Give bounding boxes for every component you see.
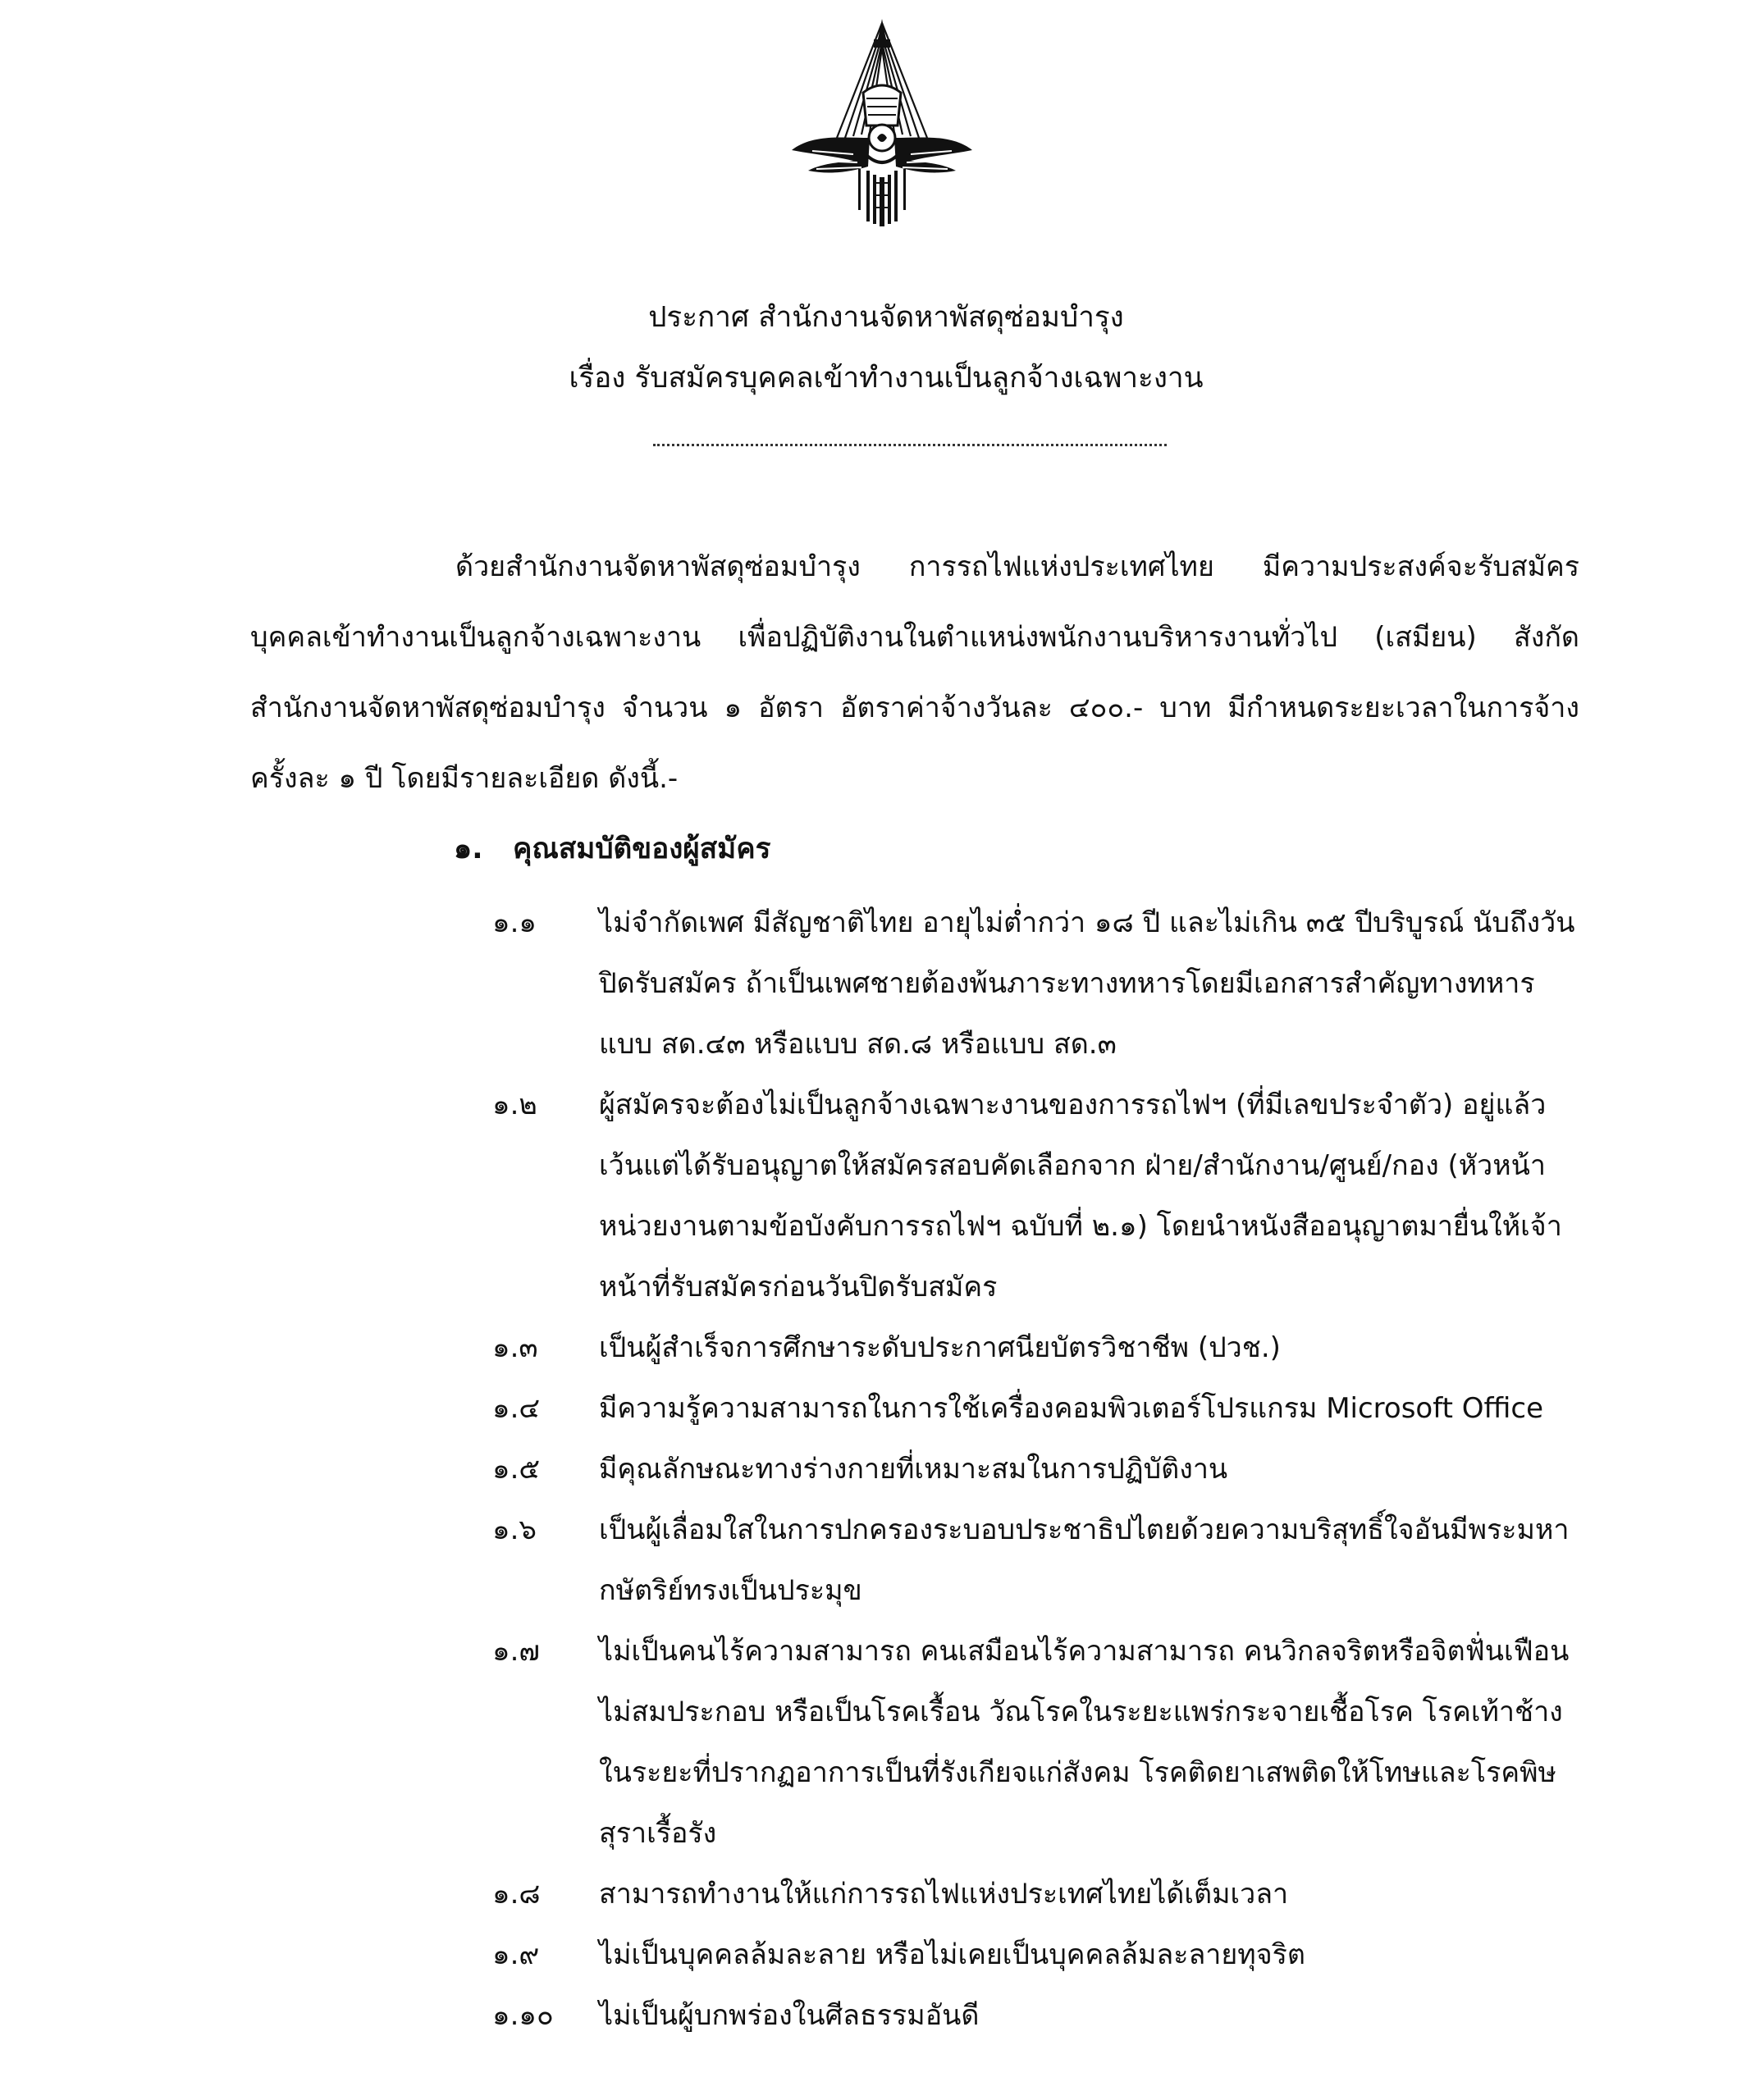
item-text: สามารถทำงานให้แก่การรถไฟแห่งประเทศไทยได้เต็มเวลา	[599, 1878, 1289, 1911]
item-number: ๑.๒	[492, 1089, 537, 1121]
list-item	[492, 1621, 1583, 1864]
list-item	[492, 1378, 1583, 1439]
item-number: ๑.๙	[492, 1938, 540, 1971]
item-text: ไม่เป็นคนไร้ความสามารถ คนเสมือนไร้ความสามารถ คนวิกลจริตหรือจิตฟั่นเฟือนไม่สมประกอบ หรือเป็นโรคเรื้อน วัณโรคในระยะแพร่กระจายเชื้อโรค โรคเท้าช้างในระยะที่ปรากฏอาการเป็นที่รังเกียจแก่สังคม โรคติดยาเสพติดให้โทษและโรคพิษสุราเรื้อรัง	[599, 1635, 1570, 1850]
list-item	[492, 1864, 1583, 1924]
item-number: ๑.๘	[492, 1878, 541, 1911]
list-item	[492, 1075, 1583, 1317]
dotted-separator	[653, 444, 1167, 446]
item-number: ๑.๑	[492, 906, 537, 939]
item-text: ผู้สมัครจะต้องไม่เป็นลูกจ้างเฉพาะงานของการรถไฟฯ (ที่มีเลขประจำตัว) อยู่แล้วเว้นแต่ได้รับอนุญาตให้สมัครสอบคัดเลือกจาก ฝ่าย/สำนักงาน/ศูนย์/กอง (หัวหน้าหน่วยงานตามข้อบังคับการรถไฟฯ ฉบับที่ ๒.๑) โดยนำหนังสืออนุญาตมายื่นให้เจ้าหน้าที่รับสมัครก่อนวันปิดรับสมัคร	[599, 1089, 1562, 1303]
item-number: ๑.๕	[492, 1453, 541, 1486]
item-text: เป็นผู้สำเร็จการศึกษาระดับประกาศนียบัตรวิชาชีพ (ปวช.)	[599, 1331, 1281, 1364]
section-heading-qualifications	[454, 820, 770, 878]
item-text: ไม่เป็นบุคคลล้มละลาย หรือไม่เคยเป็นบุคคลล้มละลายทุจริต	[599, 1938, 1305, 1971]
list-item	[492, 1500, 1583, 1621]
list-item	[492, 1924, 1583, 1985]
list-item	[492, 1985, 1583, 2046]
item-number: ๑.๗	[492, 1635, 540, 1668]
item-number: ๑.๑๐	[492, 1999, 554, 2032]
qualification-list	[492, 892, 1583, 2046]
item-text: ไม่เป็นผู้บกพร่องในศีลธรรมอันดี	[599, 1999, 980, 2032]
announcement-subject: เรื่อง รับสมัครบุคคลเข้าทำงานเป็นลูกจ้างเฉพาะงาน	[569, 362, 1204, 395]
intro-text: ด้วยสำนักงานจัดหาพัสดุซ่อมบำรุง การรถไฟแห่งประเทศไทย มีความประสงค์จะรับสมัคร บุคคลเข้าทำงานเป็นลูกจ้างเฉพาะงาน เพื่อปฏิบัติงานในตำแหน่งพนักงานบริหารงานทั่วไป (เสมียน) สังกัด สำนักงานจัดหาพัสดุซ่อมบำรุง จำนวน ๑ อัตรา อัตราค่าจ้างวันละ ๔๐๐.- บาท มีกำหนดระยะเวลาในการจ้าง ครั้งละ ๑ ปี โดยมีรายละเอียด ดังนี้.-	[250, 550, 1579, 795]
item-text: มีคุณลักษณะทางร่างกายที่เหมาะสมในการปฏิบัติงาน	[599, 1453, 1228, 1486]
section-number: ๑.	[454, 833, 483, 865]
announcement-title	[0, 287, 1764, 409]
item-text: ไม่จำกัดเพศ มีสัญชาติไทย อายุไม่ต่ำกว่า ๑๘ ปี และไม่เกิน ๓๕ ปีบริบูรณ์ นับถึงวันปิดรับสมัคร ถ้าเป็นเพศชายต้องพ้นภาระทางทหารโดยมีเอกสารสำคัญทางทหาร แบบ สด.๔๓ หรือแบบ สด.๘ หรือแบบ สด.๓	[599, 906, 1575, 1061]
intro-paragraph	[250, 532, 1579, 814]
srt-emblem-logo	[788, 15, 976, 230]
item-text: มีความรู้ความสามารถในการใช้เครื่องคอมพิวเตอร์โปรแกรม Microsoft Office	[599, 1392, 1543, 1425]
section-title: คุณสมบัติของผู้สมัคร	[513, 833, 771, 865]
list-item	[492, 1317, 1583, 1378]
list-item	[492, 1439, 1583, 1500]
item-text: เป็นผู้เลื่อมใสในการปกครองระบอบประชาธิปไตยด้วยความบริสุทธิ์ใจอันมีพระมหากษัตริย์ทรงเป็นประมุข	[599, 1513, 1570, 1607]
item-number: ๑.๓	[492, 1331, 538, 1364]
list-item	[492, 892, 1583, 1075]
item-number: ๑.๖	[492, 1513, 537, 1546]
item-number: ๑.๔	[492, 1392, 541, 1425]
announcement-heading: ประกาศ สำนักงานจัดหาพัสดุซ่อมบำรุง	[648, 301, 1124, 334]
